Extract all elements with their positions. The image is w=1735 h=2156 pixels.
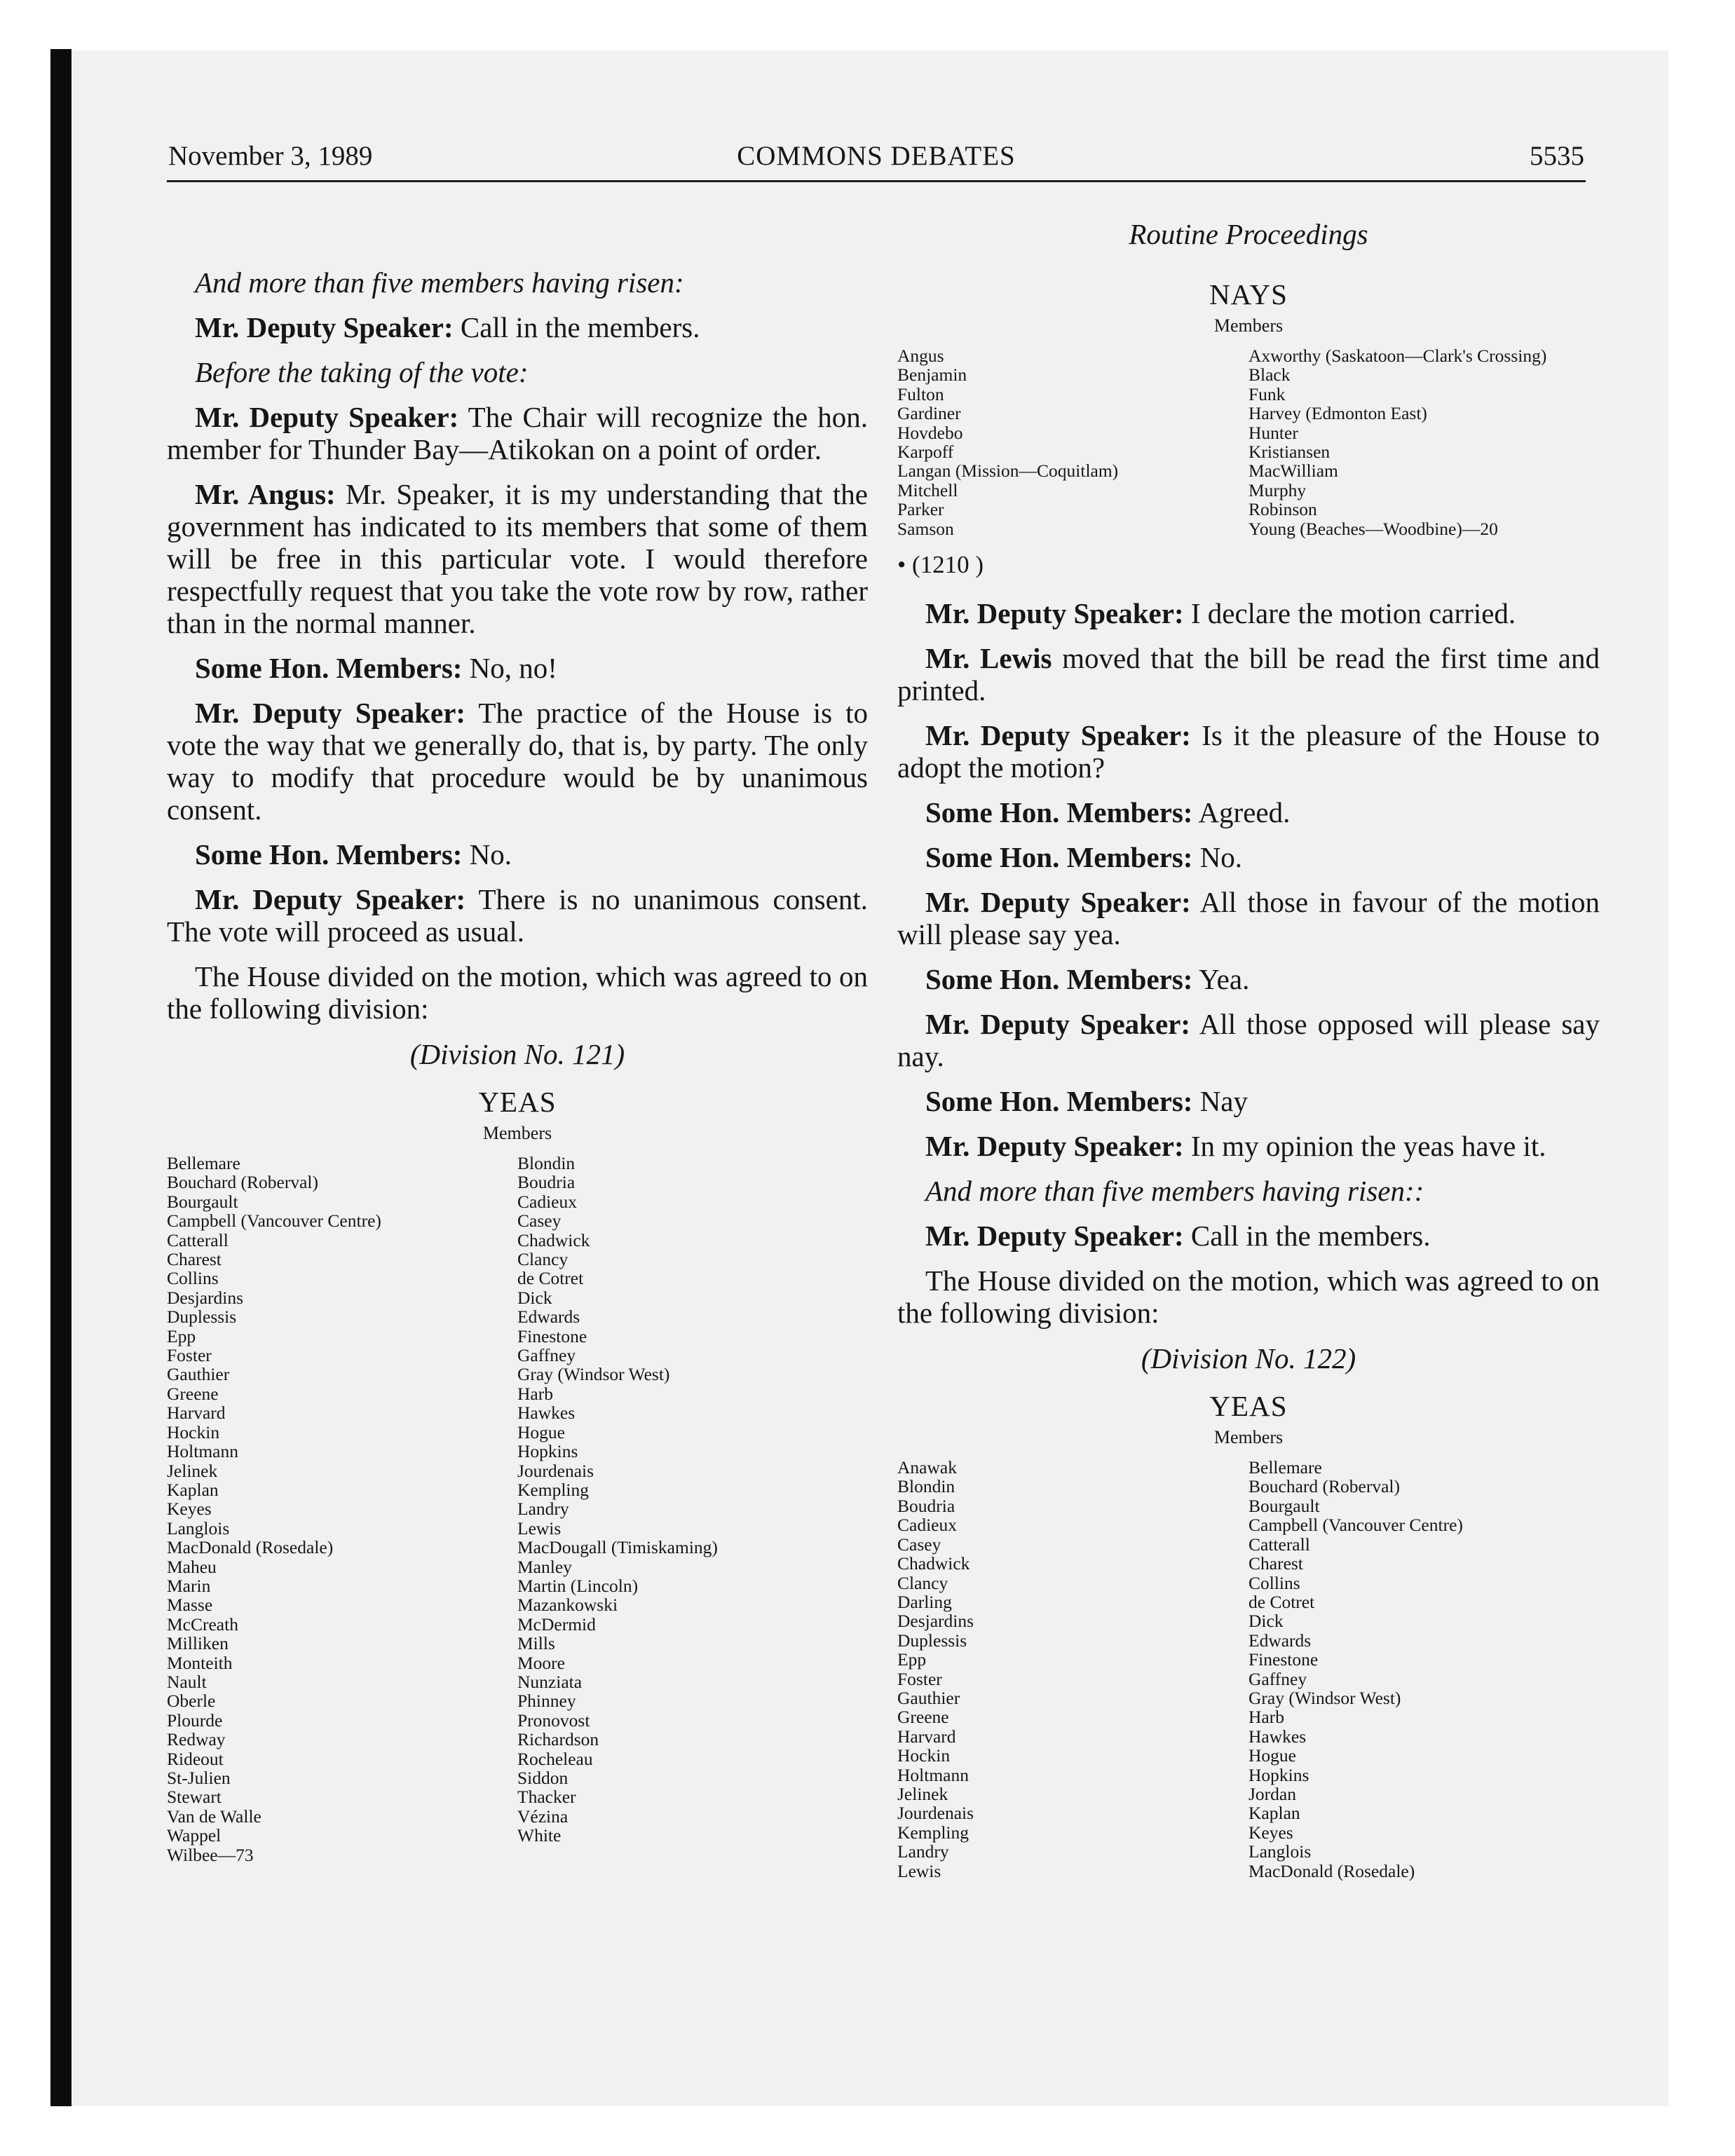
member-name: Gauthier	[167, 1364, 230, 1385]
member-name: Mills	[517, 1633, 555, 1654]
members-label: Members	[1213, 1427, 1284, 1448]
member-name: Edwards	[1248, 1630, 1312, 1651]
member-name: Jourdenais	[897, 1803, 974, 1824]
member-name: Nunziata	[517, 1671, 583, 1692]
division-intro: The House divided on the motion, which was agreed to on the following division:	[167, 960, 868, 1025]
page-header	[168, 140, 1584, 177]
member-name: Hawkes	[517, 1403, 576, 1424]
member-name: Masse	[167, 1595, 213, 1616]
header-rule	[167, 180, 1586, 182]
member-name: Black	[1248, 364, 1291, 386]
speech	[897, 796, 1600, 828]
member-name: Milliken	[167, 1633, 229, 1654]
yeas-column-1	[897, 1458, 1248, 1881]
member-name: Clancy	[897, 1572, 948, 1593]
stage-direction: Before the taking of the vote:	[195, 356, 529, 388]
speaker: Mr. Deputy Speaker:	[925, 719, 1191, 752]
member-name: Harvard	[167, 1403, 226, 1424]
member-name: Wilbee—73	[167, 1844, 254, 1865]
member-name: Kaplan	[167, 1479, 219, 1500]
member-name: Charest	[1248, 1553, 1303, 1574]
member-name: MacDonald (Rosedale)	[167, 1537, 334, 1558]
member-name: Blondin	[897, 1476, 955, 1497]
division-intro: The House divided on the motion, which was agreed to on the following division:	[897, 1264, 1600, 1330]
member-name: Casey	[897, 1534, 941, 1555]
member-name: Clancy	[517, 1249, 569, 1270]
speaker: Some Hon. Members:	[195, 838, 463, 871]
member-name: Hopkins	[1248, 1764, 1309, 1785]
member-name: Kaplan	[1248, 1803, 1300, 1824]
speech	[167, 838, 868, 871]
division-number: (Division No. 121)	[409, 1038, 625, 1070]
member-name: Nault	[167, 1671, 207, 1692]
speech-text: Yea.	[1192, 963, 1250, 996]
member-name: Hawkes	[1248, 1726, 1307, 1747]
member-name: Charest	[167, 1249, 222, 1270]
member-name: Casey	[517, 1210, 562, 1231]
nays-column-2	[1248, 346, 1600, 538]
speech-text: The Chair will recognize the hon. member for Thunder Bay—Atikokan on a point of order.	[167, 401, 868, 465]
left-column	[167, 266, 868, 1877]
speech	[897, 1008, 1600, 1072]
member-name: Kristiansen	[1248, 442, 1331, 463]
member-name: McDermid	[517, 1613, 596, 1635]
yeas-column-2	[1248, 1458, 1600, 1881]
member-name: Hovdebo	[897, 422, 963, 443]
yeas-column-1	[167, 1154, 517, 1864]
member-name: Jourdenais	[517, 1460, 594, 1481]
member-name: Holtmann	[897, 1764, 969, 1785]
member-name: Keyes	[1248, 1822, 1293, 1843]
member-name: Darling	[897, 1591, 952, 1612]
member-name: Jelinek	[167, 1460, 218, 1481]
member-name: MacWilliam	[1248, 460, 1338, 482]
member-name: Lewis	[897, 1860, 941, 1881]
speech	[897, 719, 1600, 784]
speaker: Mr. Deputy Speaker:	[925, 1130, 1184, 1163]
speech	[167, 478, 868, 639]
member-name: Keyes	[167, 1499, 212, 1520]
speech-text: moved that the bill be read the first time and printed.	[897, 642, 1600, 707]
member-name: Collins	[1248, 1572, 1300, 1593]
member-name: MacDonald (Rosedale)	[1248, 1860, 1415, 1881]
member-name: Benjamin	[897, 364, 967, 386]
member-name: Bourgault	[167, 1191, 238, 1212]
member-name: Oberle	[167, 1691, 216, 1712]
speech	[167, 883, 868, 948]
speech-text: All those opposed will please say nay.	[897, 1008, 1600, 1073]
member-name: Holtmann	[167, 1441, 238, 1462]
member-name: Karpoff	[897, 442, 954, 463]
member-name: Hunter	[1248, 422, 1298, 443]
member-name: Kempling	[897, 1822, 969, 1843]
member-name: Greene	[167, 1383, 219, 1404]
speech	[897, 1220, 1600, 1252]
member-name: Epp	[167, 1325, 196, 1346]
member-name: Foster	[167, 1345, 212, 1366]
member-name: Bouchard (Roberval)	[167, 1172, 318, 1193]
speaker: Mr. Deputy Speaker:	[925, 886, 1191, 919]
member-name: Duplessis	[897, 1630, 967, 1651]
member-name: Parker	[897, 499, 944, 520]
speech-text: Mr. Speaker, it is my understanding that the government has indicated to its members that some of them will be free in this particular vote. I would therefore respectfully request that you take the vote row by row, rather than in the normal manner.	[167, 478, 868, 639]
member-name: White	[517, 1825, 562, 1846]
speaker: Mr. Deputy Speaker:	[925, 1220, 1184, 1253]
member-name: Bellemare	[1248, 1457, 1322, 1478]
member-name: Landry	[897, 1841, 949, 1862]
member-name: Dick	[517, 1287, 552, 1308]
member-name: Langlois	[1248, 1841, 1312, 1862]
member-name: Chadwick	[517, 1229, 590, 1250]
member-name: Angus	[897, 346, 944, 366]
right-column	[897, 217, 1600, 1893]
member-name: Blondin	[517, 1153, 576, 1173]
member-name: Jelinek	[897, 1783, 948, 1804]
member-name: Chadwick	[897, 1553, 970, 1574]
member-name: McCreath	[167, 1613, 238, 1635]
member-name: Murphy	[1248, 479, 1307, 500]
speech	[167, 311, 868, 343]
speaker: Mr. Deputy Speaker:	[925, 1008, 1191, 1041]
stage-direction: And more than five members having risen::	[925, 1175, 1424, 1208]
member-name: Greene	[897, 1707, 949, 1728]
member-name: Gaffney	[517, 1345, 576, 1366]
speaker: Some Hon. Members:	[195, 652, 463, 684]
member-name: Desjardins	[167, 1287, 244, 1308]
member-name: Maheu	[167, 1556, 217, 1577]
member-name: Fulton	[897, 383, 944, 404]
speech	[897, 642, 1600, 707]
member-name: Hockin	[167, 1421, 220, 1442]
member-name: Collins	[167, 1268, 219, 1289]
speech	[897, 1130, 1600, 1162]
speech	[167, 652, 868, 684]
member-name: Plourde	[167, 1710, 223, 1731]
member-name: Gardiner	[897, 403, 961, 424]
yeas-list	[167, 1154, 868, 1864]
section-heading: Routine Proceedings	[1129, 218, 1368, 250]
speaker: Some Hon. Members:	[925, 1085, 1193, 1118]
member-name: Richardson	[517, 1729, 599, 1750]
speech	[167, 697, 868, 826]
member-name: Epp	[897, 1649, 927, 1670]
member-name: Wappel	[167, 1825, 222, 1846]
speech	[897, 1085, 1600, 1117]
member-name: Samson	[897, 518, 954, 539]
member-name: Gauthier	[897, 1687, 960, 1708]
member-name: Boudria	[897, 1495, 955, 1516]
members-label: Members	[482, 1123, 552, 1143]
member-name: Vézina	[517, 1806, 569, 1827]
member-name: Catterall	[1248, 1534, 1310, 1555]
member-name: Phinney	[517, 1691, 576, 1712]
member-name: Bouchard (Roberval)	[1248, 1476, 1400, 1497]
header-page-number: 5535	[1530, 141, 1584, 171]
member-name: Gray (Windsor West)	[1248, 1687, 1401, 1708]
member-name: Jordan	[1248, 1783, 1296, 1804]
member-name: Van de Walle	[167, 1806, 261, 1827]
nays-heading: NAYS	[1209, 278, 1288, 311]
member-name: Manley	[517, 1556, 572, 1577]
member-name: Dick	[1248, 1611, 1284, 1632]
member-name: Finestone	[1248, 1649, 1319, 1670]
speech	[897, 597, 1600, 629]
member-name: Pronovost	[517, 1710, 590, 1731]
member-name: Harvey (Edmonton East)	[1248, 403, 1427, 424]
speech-text: Is it the pleasure of the House to adopt the motion?	[897, 719, 1600, 784]
speaker: Mr. Deputy Speaker:	[925, 597, 1184, 630]
speech	[897, 886, 1600, 950]
speaker: Mr. Deputy Speaker:	[195, 883, 466, 915]
member-name: MacDougall (Timiskaming)	[517, 1537, 718, 1558]
member-name: Desjardins	[897, 1611, 974, 1632]
member-name: Lewis	[517, 1517, 562, 1538]
speech-text: No.	[1192, 841, 1243, 874]
member-name: Rocheleau	[517, 1748, 593, 1769]
member-name: Harb	[1248, 1707, 1284, 1728]
member-name: Kempling	[517, 1479, 589, 1500]
yeas-heading: YEAS	[1209, 1390, 1288, 1423]
member-name: Martin (Lincoln)	[517, 1575, 639, 1596]
header-date: November 3, 1989	[168, 141, 373, 171]
member-name: Monteith	[167, 1652, 233, 1673]
speech-text: Call in the members.	[453, 311, 700, 343]
member-name: Hogue	[1248, 1745, 1296, 1766]
member-name: Siddon	[517, 1768, 569, 1788]
header-title: COMMONS DEBATES	[737, 141, 1016, 171]
speech-text: All those in favour of the motion will please say yea.	[897, 886, 1600, 951]
member-name: Young (Beaches—Woodbine)—20	[1248, 518, 1498, 539]
member-name: Langlois	[167, 1517, 230, 1538]
member-name: Mazankowski	[517, 1595, 618, 1616]
member-name: Finestone	[517, 1325, 587, 1346]
speech-text: Agreed.	[1192, 796, 1291, 829]
speech-text: Nay	[1192, 1085, 1248, 1118]
speaker: Some Hon. Members:	[925, 841, 1193, 874]
members-label: Members	[1213, 315, 1284, 336]
nays-list	[897, 346, 1600, 538]
member-name: Anawak	[897, 1457, 957, 1478]
member-name: Redway	[167, 1729, 226, 1750]
yeas-column-2	[517, 1154, 868, 1864]
member-name: Gaffney	[1248, 1668, 1307, 1689]
speaker: Mr. Deputy Speaker:	[195, 697, 466, 729]
speech-text: No, no!	[462, 652, 557, 684]
member-name: Boudria	[517, 1172, 576, 1193]
member-name: Hogue	[517, 1421, 565, 1442]
member-name: Catterall	[167, 1229, 229, 1250]
member-name: Foster	[897, 1668, 942, 1689]
member-name: Mitchell	[897, 479, 958, 500]
member-name: de Cotret	[517, 1268, 584, 1289]
timestamp: • (1210 )	[897, 551, 984, 579]
stage-direction: And more than five members having risen:	[195, 266, 684, 299]
member-name: Moore	[517, 1652, 565, 1673]
yeas-heading: YEAS	[478, 1086, 557, 1118]
member-name: Campbell (Vancouver Centre)	[167, 1210, 381, 1231]
member-name: de Cotret	[1248, 1591, 1315, 1612]
member-name: Thacker	[517, 1787, 576, 1808]
member-name: Bourgault	[1248, 1495, 1320, 1516]
member-name: Harb	[517, 1383, 553, 1404]
speaker: Mr. Deputy Speaker:	[195, 401, 459, 433]
member-name: Rideout	[167, 1748, 224, 1769]
speaker: Mr. Deputy Speaker:	[195, 311, 454, 343]
member-name: Hockin	[897, 1745, 951, 1766]
speech	[897, 841, 1600, 873]
member-name: Hopkins	[517, 1441, 578, 1462]
member-name: Gray (Windsor West)	[517, 1364, 670, 1385]
speaker: Some Hon. Members:	[925, 963, 1193, 996]
member-name: Edwards	[517, 1306, 580, 1328]
speech-text: There is no unanimous consent. The vote will proceed as usual.	[167, 883, 868, 948]
speech-text: I declare the motion carried.	[1183, 597, 1516, 630]
scan-edge	[50, 49, 72, 2106]
speaker: Mr. Angus:	[195, 478, 336, 510]
speech-text: In my opinion the yeas have it.	[1183, 1130, 1546, 1163]
member-name: Bellemare	[167, 1153, 240, 1173]
member-name: Landry	[517, 1499, 569, 1520]
speech-text: Call in the members.	[1183, 1220, 1431, 1253]
member-name: Cadieux	[517, 1191, 577, 1212]
speech	[167, 401, 868, 465]
yeas-list	[897, 1458, 1600, 1881]
speaker: Mr. Lewis	[925, 642, 1052, 675]
speech	[897, 963, 1600, 995]
speaker: Some Hon. Members:	[925, 796, 1193, 829]
division-number: (Division No. 122)	[1141, 1342, 1356, 1375]
member-name: Cadieux	[897, 1515, 957, 1536]
member-name: Funk	[1248, 383, 1286, 404]
speech-text: No.	[462, 838, 512, 871]
member-name: Duplessis	[167, 1306, 237, 1328]
member-name: Robinson	[1248, 499, 1317, 520]
member-name: Harvard	[897, 1726, 956, 1747]
member-name: Stewart	[167, 1787, 222, 1808]
speech-text: The practice of the House is to vote the way that we generally do, that is, by party. The only way to modify that procedure would be by unanimous consent.	[167, 697, 868, 826]
member-name: Campbell (Vancouver Centre)	[1248, 1515, 1463, 1536]
nays-column-1	[897, 346, 1248, 538]
member-name: St-Julien	[167, 1768, 231, 1788]
member-name: Marin	[167, 1575, 211, 1596]
member-name: Langan (Mission—Coquitlam)	[897, 460, 1119, 482]
member-name: Axworthy (Saskatoon—Clark's Crossing)	[1248, 346, 1547, 366]
